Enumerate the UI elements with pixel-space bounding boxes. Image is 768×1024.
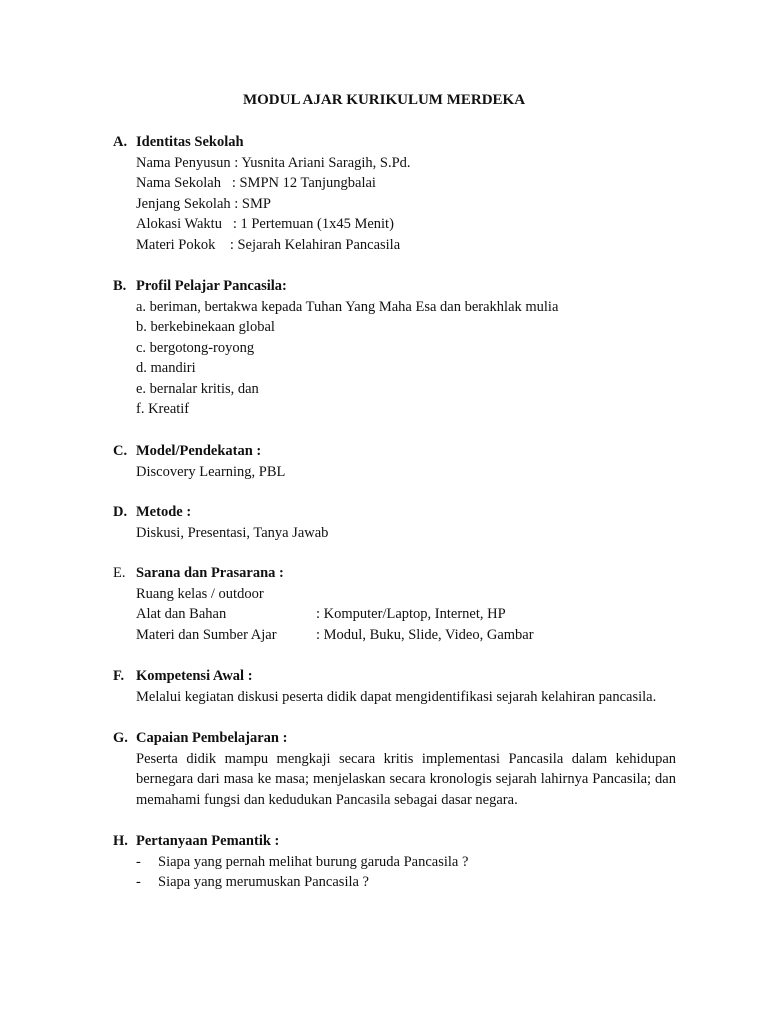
facility-label: Alat dan Bahan — [136, 606, 227, 622]
section-letter: F. — [113, 668, 125, 684]
section-paragraph: Peserta didik mampu mengkaji secara kritis implementasi Pancasila dalam kehidupan bernegara dari masa ke masa; menjelaskan secara kronologis sejarah lahirnya Pancasila; dan memahami fungsi dan kedudukan Pancasila sebagai dasar negara. — [136, 750, 676, 808]
list-item: b. berkebinekaan global — [136, 319, 275, 335]
list-item: d. mandiri — [136, 360, 196, 376]
question-item — [113, 852, 678, 873]
section-heading — [113, 666, 678, 687]
section-sarana-prasarana — [113, 563, 678, 645]
section-letter: A. — [113, 134, 128, 150]
section-title: Model/Pendekatan : — [136, 443, 262, 459]
question-item — [113, 872, 678, 893]
list-item: e. bernalar kritis, dan — [136, 380, 259, 397]
section-kompetensi-awal — [113, 666, 678, 707]
section-heading — [113, 132, 678, 153]
section-title: Identitas Sekolah — [136, 134, 244, 150]
section-pertanyaan-pemantik — [113, 831, 678, 893]
facility-value: : Komputer/Laptop, Internet, HP — [316, 606, 506, 622]
facility-value: : Modul, Buku, Slide, Video, Gambar — [316, 626, 534, 643]
list-item: c. bergotong-royong — [136, 339, 255, 356]
section-title: Profil Pelajar Pancasila: — [136, 278, 287, 294]
section-text: Melalui kegiatan diskusi peserta didik dapat mengidentifikasi sejarah kelahiran pancasila. — [136, 688, 657, 705]
section-heading — [113, 276, 678, 297]
facility-row — [136, 604, 678, 625]
section-text: Ruang kelas / outdoor — [136, 585, 264, 602]
section-title: Kompetensi Awal : — [136, 668, 253, 684]
section-heading — [113, 441, 678, 462]
section-title: Sarana dan Prasarana : — [136, 565, 284, 581]
identity-line: Nama Penyusun : Yusnita Ariani Saragih, S.Pd. — [136, 154, 411, 171]
identity-line: Nama Sekolah : SMPN 12 Tanjungbalai — [136, 175, 376, 191]
section-letter: E. — [113, 565, 126, 581]
section-profil-pelajar — [113, 276, 678, 420]
section-heading — [113, 831, 678, 852]
identity-line: Materi Pokok : Sejarah Kelahiran Pancasila — [136, 236, 401, 253]
question-text: Siapa yang pernah melihat burung garuda Pancasila ? — [158, 853, 469, 870]
section-text: Discovery Learning, PBL — [136, 463, 286, 480]
list-item: a. beriman, bertakwa kepada Tuhan Yang Maha Esa dan berakhlak mulia — [136, 298, 559, 315]
document-title: MODUL AJAR KURIKULUM MERDEKA — [242, 92, 526, 108]
section-letter: C. — [113, 443, 128, 459]
section-capaian-pembelajaran — [113, 728, 678, 810]
section-letter: H. — [113, 833, 128, 849]
section-text: Diskusi, Presentasi, Tanya Jawab — [136, 524, 329, 541]
question-text: Siapa yang merumuskan Pancasila ? — [158, 874, 369, 890]
section-heading — [113, 563, 678, 584]
section-metode — [113, 502, 678, 543]
section-title: Pertanyaan Pemantik : — [136, 833, 280, 849]
section-title: Metode : — [136, 504, 192, 520]
dash-bullet: - — [136, 874, 141, 890]
section-title: Capaian Pembelajaran : — [136, 730, 288, 746]
section-letter: D. — [113, 504, 128, 520]
section-letter: G. — [113, 730, 128, 746]
section-letter: B. — [113, 278, 127, 294]
dash-bullet: - — [136, 853, 141, 870]
section-model-pendekatan — [113, 441, 678, 482]
list-item: f. Kreatif — [136, 401, 190, 417]
facility-label: Materi dan Sumber Ajar — [136, 626, 277, 643]
identity-line: Jenjang Sekolah : SMP — [136, 195, 271, 212]
section-heading — [113, 728, 678, 749]
section-identitas-sekolah — [113, 132, 678, 255]
section-heading — [113, 502, 678, 523]
identity-line: Alokasi Waktu : 1 Pertemuan (1x45 Menit) — [136, 216, 394, 232]
facility-row — [136, 625, 678, 646]
